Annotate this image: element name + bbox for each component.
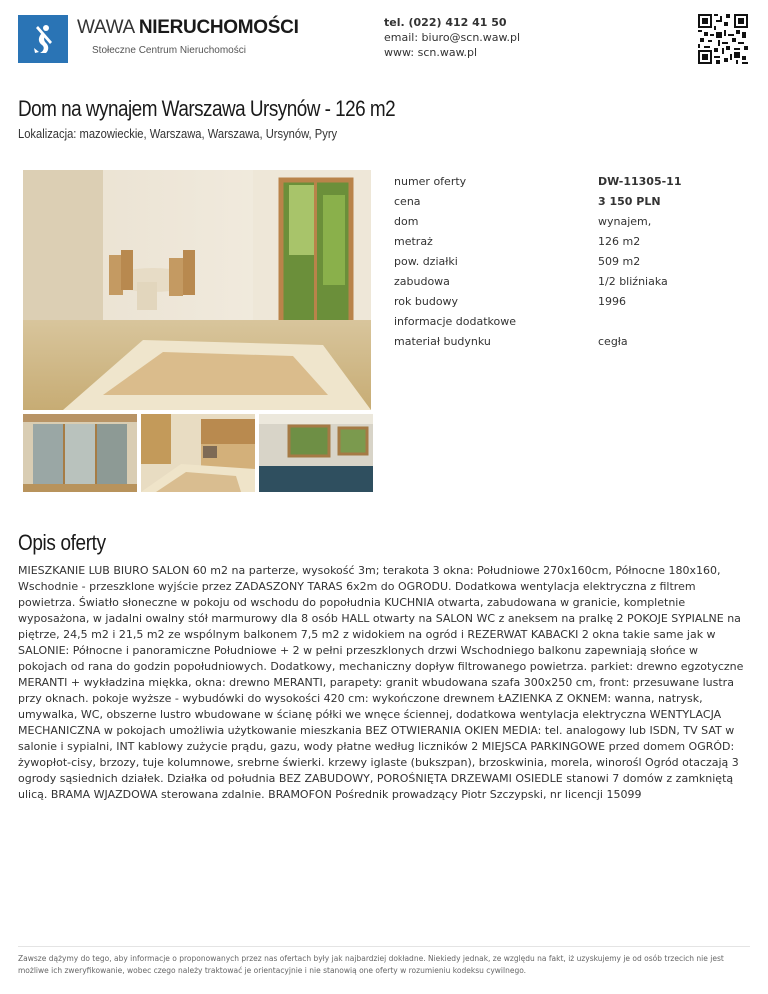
contact-info	[384, 15, 520, 60]
detail-row-offer-number	[394, 171, 754, 191]
detail-value: 1996	[598, 294, 626, 308]
living-room-image	[23, 170, 371, 410]
detail-row-year-built	[394, 291, 754, 311]
detail-value: 509 m2	[598, 254, 641, 268]
brand-name-bold: NIERUCHOMOŚCI	[138, 17, 299, 38]
bedroom-image	[259, 414, 373, 492]
detail-row-building-type	[394, 271, 754, 291]
detail-label: dom	[394, 214, 419, 228]
detail-label: informacje dodatkowe	[394, 314, 517, 328]
thumbnail-1[interactable]	[23, 414, 137, 492]
detail-row-material	[394, 331, 754, 351]
detail-row-additional-info	[394, 311, 754, 331]
company-logo	[18, 15, 68, 63]
detail-label: pow. działki	[394, 254, 458, 268]
main-photo[interactable]	[23, 170, 371, 410]
detail-value: DW-11305-11	[598, 174, 682, 188]
brand-name	[77, 17, 299, 39]
detail-label: rok budowy	[394, 294, 459, 308]
listing-title: Dom na wynajem Warszawa Ursynów - 126 m2	[18, 96, 396, 121]
detail-value: 126 m2	[598, 234, 641, 248]
thumbnail-3[interactable]	[259, 414, 373, 492]
detail-label: numer oferty	[394, 174, 467, 188]
detail-row-type	[394, 211, 754, 231]
thumbnail-2[interactable]	[141, 414, 255, 492]
description-text: MIESZKANIE LUB BIURO SALON 60 m2 na parterze, wysokość 3m; terakota 3 okna: Południowe 270x160cm, Północne 180x160, Wschodnie - przeszklone wyjście przez ZADASZONY TARAS 6x2m do OGRODU. Dodatkowa wentylacja elektryczna z filtrem powietrza. Światło słoneczne w pokoju od wschodu do popołudnia KUCHNIA otwarta, zabudowana w granicie, kompletnie wyposażona, w jadalni owalny stół marmurowy dla 8 osób HALL otwarty na SALON WC z aneksem na pralkę 2 POKOJE SYPIALNE na piętrze, 24,5 m2 i 21,5 m2 ze wspólnym balkonem 7,5 m2 z widokiem na ogród i REZERWAT KABACKI 2 okna takie same jak w SALONIE: Północne i panoramiczne Południowe + 2 w pełni przeszklonych drzwi Wschodniego balkonu zapewniają słońce w pokojach od rana do godzin popołudniowych. Dodatkowy, mechaniczny dopływ filtrowanego powietrza. parkiet: drewno egzotyczne MERANTI + wykładzina miękka, okna: drewno MERANTI, parapety: granit wbudowana szafa 300x250 cm, front: przesuwane lustra przy oknach. pokoje wyższe - wybudówki do wysokości 420 cm: wykończone drewnem ŁAZIENKA Z OKNEM: wanna, natrysk, umywalka, WC, obszerne lustro wbudowane w ścianę półki we wnęce ściennej, dodatkowa wentylacja elektryczna WENTYLACJA MECHANICZNA w pokojach umożliwia użytkowanie mieszkania BEZ OTWIERANIA OKIEN MEDIA: tel. analogowy lub ISDN, TV SAT w salonie i sypialni, INT kablowy zużycie prądu, gazu, wody płatne według liczników 2 MIEJSCA PARKINGOWE przed domem OGRÓD: żywopłot-cisy, brzozy, tuje kolumnowe, srebrne świerki. krzewy iglaste (bukszpan), brzoskwinia, morela, winorośl Ogród otaczają 3 ogrody sąsiednich działek. Działka od południa BEZ ZABUDOWY, POROŚNIĘTA DRZEWAMI OSIEDLE stanowi 7 domów z zamkniętą ulicą. BRAMA WJAZDOWA sterowana zdalnie. BRAMOFON Pośrednik prowadzący Piotr Szczypski, nr licencji 15099	[18, 564, 744, 801]
detail-label: cena	[394, 194, 421, 208]
details-table	[394, 171, 754, 351]
detail-label: zabudowa	[394, 274, 450, 288]
qr-code-icon	[698, 14, 748, 64]
footer-divider	[18, 946, 750, 947]
detail-label: metraż	[394, 234, 433, 248]
brand-name-light: WAWA	[77, 17, 139, 38]
detail-label: materiał budynku	[394, 334, 491, 348]
listing-location: Lokalizacja: mazowieckie, Warszawa, Warszawa, Ursynów, Pyry	[18, 126, 338, 141]
detail-value: cegła	[598, 334, 628, 348]
brand-subtitle: Stołeczne Centrum Nieruchomości	[92, 45, 246, 56]
footer-disclaimer: Zawsze dążymy do tego, aby informacje o proponowanych przez nas ofertach były jak najbardziej dokładne. Niekiedy jednak, ze względu na fakt, iż uzyskujemy je od osób trzecich nie jest możliwe ich zweryfikowanie, wobec czego należy traktować je orientacyjnie i nie stanowią one oferty w rozumieniu kodeksu cywilnego.	[18, 954, 724, 975]
detail-row-area	[394, 231, 754, 251]
wardrobe-image	[23, 414, 137, 492]
contact-website[interactable]: www: scn.waw.pl	[384, 46, 478, 59]
detail-row-price	[394, 191, 754, 211]
contact-email[interactable]: email: biuro@scn.waw.pl	[384, 31, 521, 44]
detail-value: wynajem,	[598, 214, 652, 228]
detail-value: 1/2 bliźniaka	[598, 274, 668, 288]
mermaid-logo-icon	[26, 22, 60, 56]
detail-value: 3 150 PLN	[598, 194, 661, 208]
detail-row-plot-area	[394, 251, 754, 271]
description-heading: Opis oferty	[18, 530, 106, 555]
kitchen-image	[141, 414, 255, 492]
contact-phone[interactable]: tel. (022) 412 41 50	[384, 16, 507, 29]
